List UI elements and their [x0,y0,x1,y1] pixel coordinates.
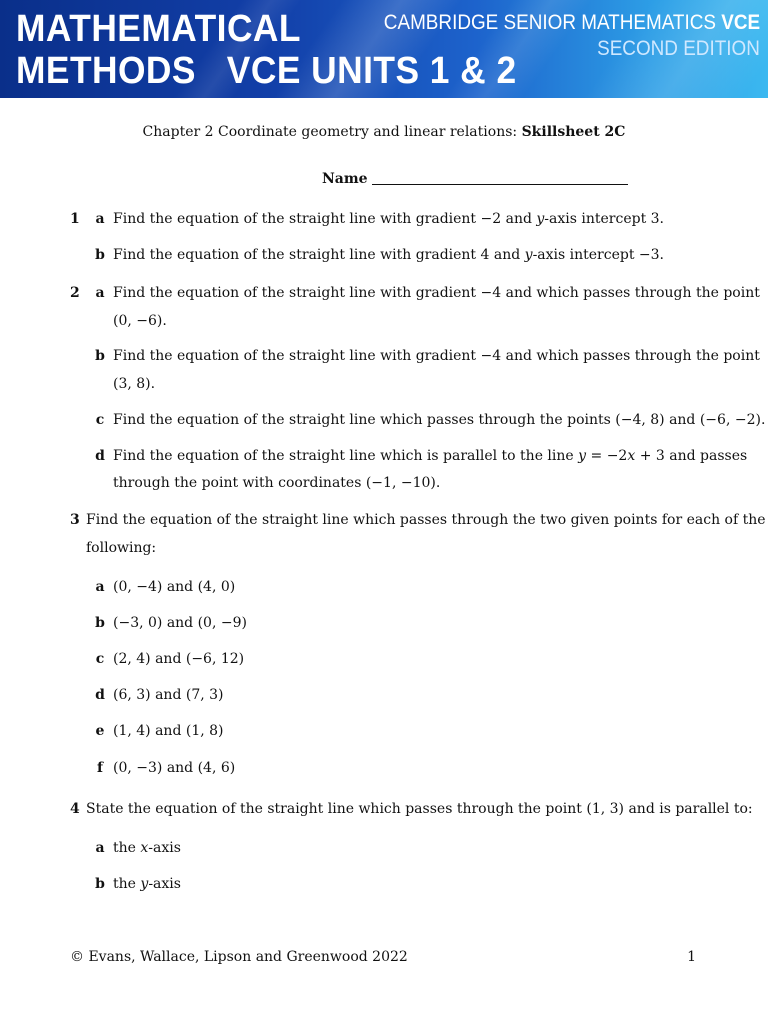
question-3e-label: e [95,723,105,739]
q4a-post: -axis [148,840,181,856]
question-3-line2: following: [86,540,157,556]
question-2d-line1 [113,447,747,465]
banner-title-line2 [16,52,517,90]
name-row [322,171,628,187]
banner-title-line1: MATHEMATICAL [16,8,301,50]
question-1b-label: b [95,247,105,263]
question-2b-label: b [95,348,105,364]
question-1a-label: a [95,211,105,227]
question-3-line1: Find the equation of the straight line which passes through the two given points for each of the [86,512,766,528]
question-4a-text [113,839,181,857]
question-2a-line1: Find the equation of the straight line with gradient −4 and which passes through the point [113,285,760,301]
question-4-number: 4 [70,801,80,817]
question-2c-line1: Find the equation of the straight line which passes through the points (−4, 8) and (−6, −2). [113,412,766,428]
question-3a-label: a [95,579,105,595]
edition-label: SECOND EDITION [597,37,760,60]
question-3b-label: b [95,615,105,631]
question-3-number: 3 [70,512,80,528]
q1b-pre: Find the equation of the straight line with gradient 4 and [113,247,525,263]
question-2a-label: a [95,285,105,301]
banner-title-line2-text: METHODS VCE UNITS 1 & 2 [16,50,517,92]
question-3c-label: c [95,651,105,667]
question-4-stem: State the equation of the straight line which passes through the point (1, 3) and is parallel to: [86,801,753,817]
q1b-var: y [524,247,533,263]
question-3f-text: (0, −3) and (4, 6) [113,760,236,776]
q1a-var: y [536,211,545,227]
question-2a-line2: (0, −6). [113,313,167,329]
question-3f-label: f [96,760,104,776]
name-blank-line [372,172,628,185]
q4a-var: x [140,840,149,856]
question-3b-text: (−3, 0) and (0, −9) [113,615,247,631]
q2d-eq-mid: = −2 [586,448,628,464]
header-banner [0,0,768,98]
q2d-eq-x: x [627,448,636,464]
question-3d-text: (6, 3) and (7, 3) [113,687,224,703]
question-4b-text [113,875,181,893]
question-2-number: 2 [70,285,80,301]
q2d-eq-post: + 3 and passes [635,448,748,464]
question-2d-line2: through the point with coordinates (−1, −10). [113,475,441,491]
name-label: Name [322,171,368,187]
page-number: 1 [687,949,696,965]
series-suffix: VCE [721,11,760,34]
question-3a-text: (0, −4) and (4, 0) [113,579,236,595]
question-4b-label: b [95,876,105,892]
skillsheet-title: Skillsheet 2C [521,124,626,140]
question-2b-line2: (3, 8). [113,376,156,392]
question-3e-text: (1, 4) and (1, 8) [113,723,224,739]
question-3d-label: d [95,687,105,703]
chapter-title: Chapter 2 Coordinate geometry and linear relations: [142,124,522,140]
q4b-post: -axis [148,876,181,892]
question-2b-line1: Find the equation of the straight line with gradient −4 and which passes through the point [113,348,760,364]
question-3c-text: (2, 4) and (−6, 12) [113,651,245,667]
question-1-number: 1 [70,211,80,227]
q1a-post: -axis intercept 3. [544,211,665,227]
copyright-footer: © Evans, Wallace, Lipson and Greenwood 2022 [70,949,408,965]
question-1b-text [113,246,664,264]
q1b-post: -axis intercept −3. [532,247,664,263]
q4b-pre: the [113,876,141,892]
question-2d-label: d [95,448,105,464]
q2d-eq-y: y [578,448,587,464]
q2d-pre: Find the equation of the straight line which is parallel to the line [113,448,579,464]
q4a-pre: the [113,840,141,856]
q1a-pre: Find the equation of the straight line with gradient −2 and [113,211,537,227]
question-1a-text [113,210,664,228]
q4b-var: y [140,876,149,892]
question-2c-label: c [95,412,105,428]
sheet-heading [0,124,768,140]
series-prefix: CAMBRIDGE SENIOR MATHEMATICS [383,11,722,34]
series-name [384,12,760,33]
question-4a-label: a [95,840,105,856]
